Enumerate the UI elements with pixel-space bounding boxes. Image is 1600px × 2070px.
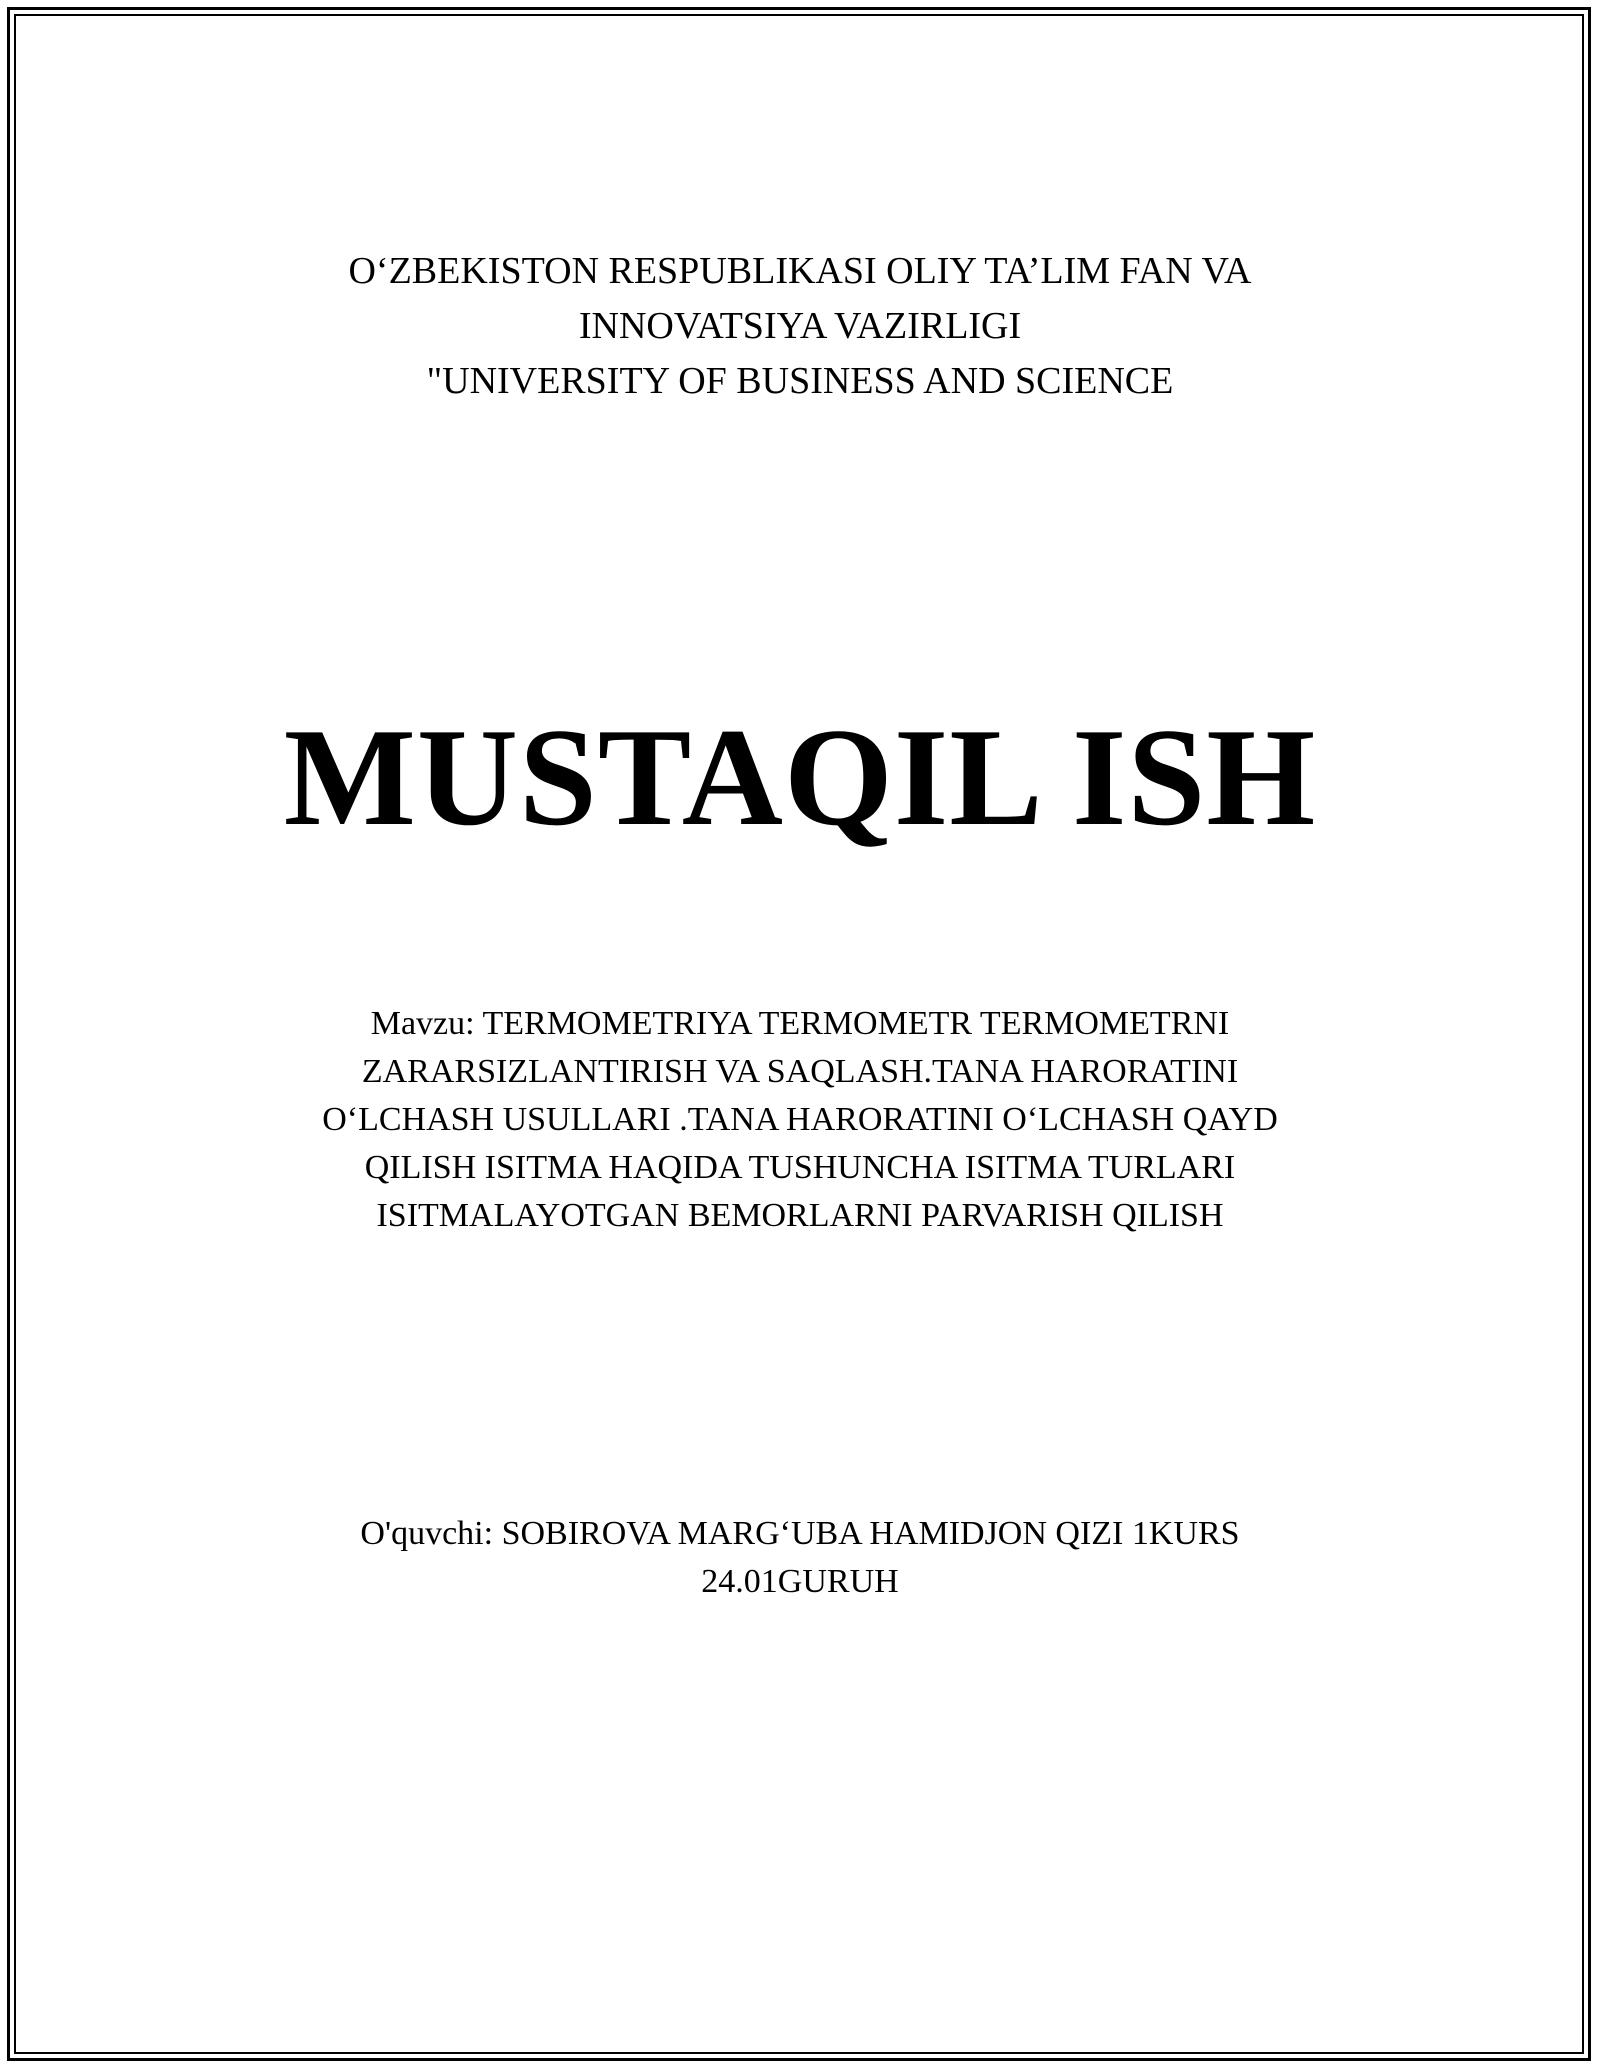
student-info — [0, 1510, 1600, 1606]
topic-line: ISITMALAYOTGAN BEMORLARNI PARVARISH QILISH — [376, 1197, 1224, 1234]
topic-line: O‘LCHASH USULLARI .TANA HARORATINI O‘LCHASH QAYD — [322, 1101, 1278, 1138]
document-title: MUSTAQIL ISH — [283, 700, 1317, 855]
ministry-header — [0, 244, 1600, 409]
topic-line: Mavzu: TERMOMETRIYA TERMOMETR TERMOMETRNI — [370, 1005, 1230, 1042]
topic-line: QILISH ISITMA HAQIDA TUSHUNCHA ISITMA TURLARI — [364, 1149, 1236, 1186]
student-line: 24.01GURUH — [701, 1563, 899, 1600]
header-line: "UNIVERSITY OF BUSINESS AND SCIENCE — [426, 360, 1174, 402]
topic-line: ZARARSIZLANTIRISH VA SAQLASH.TANA HARORATINI — [361, 1053, 1239, 1090]
student-line: O'quvchi: SOBIROVA MARG‘UBA HAMIDJON QIZI 1KURS — [360, 1515, 1240, 1552]
topic-block — [0, 1000, 1600, 1240]
header-line: INNOVATSIYA VAZIRLIGI — [578, 305, 1022, 347]
header-line: O‘ZBEKISTON RESPUBLIKASI OLIY TA’LIM FAN VA — [348, 250, 1252, 292]
